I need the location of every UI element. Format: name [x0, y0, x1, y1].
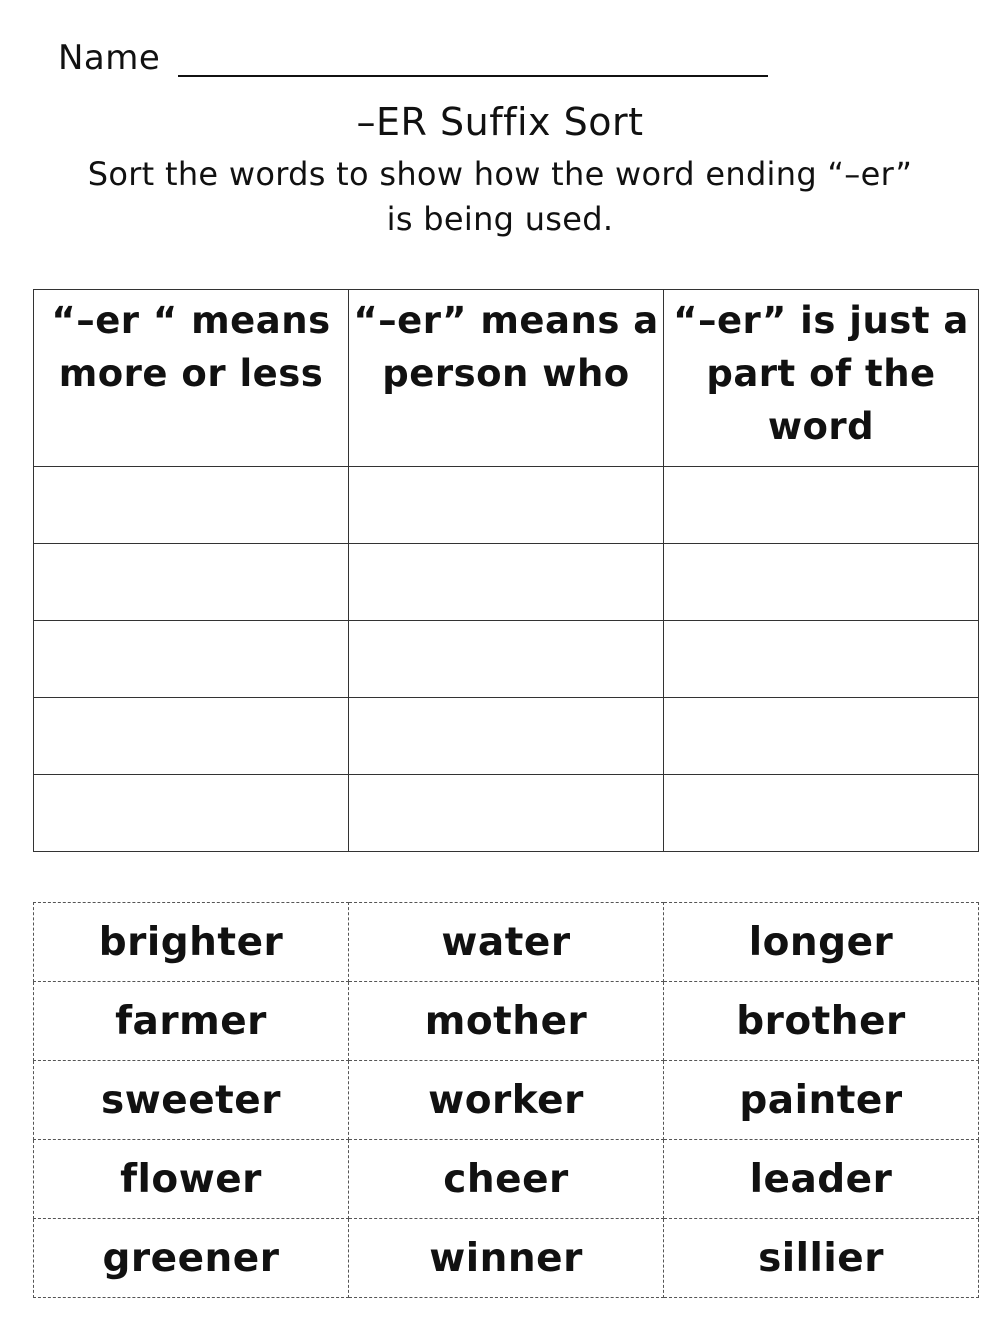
drop-cell[interactable]	[34, 621, 349, 698]
word-card[interactable]: brighter	[34, 903, 349, 982]
name-label: Name	[58, 38, 161, 78]
word-card[interactable]: worker	[349, 1061, 664, 1140]
word-card[interactable]: cheer	[349, 1140, 664, 1219]
drop-cell[interactable]	[664, 467, 979, 544]
instructions: Sort the words to show how the word ending “–er” is being used.	[87, 155, 913, 238]
drop-cell[interactable]	[664, 775, 979, 852]
sort-table	[33, 289, 979, 852]
drop-cell[interactable]	[664, 544, 979, 621]
drop-cell[interactable]	[34, 698, 349, 775]
drop-cell[interactable]	[664, 621, 979, 698]
word-card[interactable]: brother	[664, 982, 979, 1061]
word-card[interactable]: sillier	[664, 1219, 979, 1298]
drop-cell[interactable]	[664, 698, 979, 775]
word-bank-row	[34, 903, 979, 982]
sort-table-header-row	[34, 290, 979, 467]
sort-row	[34, 698, 979, 775]
word-card[interactable]: sweeter	[34, 1061, 349, 1140]
word-bank-row	[34, 1061, 979, 1140]
word-card[interactable]: winner	[349, 1219, 664, 1298]
drop-cell[interactable]	[349, 775, 664, 852]
drop-cell[interactable]	[349, 467, 664, 544]
column-header-part-of-word: “–er” is just a part of the word	[664, 290, 979, 467]
drop-cell[interactable]	[349, 621, 664, 698]
word-card[interactable]: water	[349, 903, 664, 982]
column-header-more-or-less: “–er “ means more or less	[34, 290, 349, 467]
name-input-line[interactable]	[178, 75, 768, 77]
drop-cell[interactable]	[34, 775, 349, 852]
word-bank	[33, 902, 979, 1298]
drop-cell[interactable]	[34, 544, 349, 621]
drop-cell[interactable]	[349, 544, 664, 621]
sort-row	[34, 621, 979, 698]
word-card[interactable]: painter	[664, 1061, 979, 1140]
word-bank-row	[34, 1140, 979, 1219]
word-card[interactable]: mother	[349, 982, 664, 1061]
column-header-person-who: “–er” means a person who	[349, 290, 664, 467]
word-card[interactable]: flower	[34, 1140, 349, 1219]
word-card[interactable]: longer	[664, 903, 979, 982]
word-card[interactable]: farmer	[34, 982, 349, 1061]
sort-row	[34, 775, 979, 852]
word-card[interactable]: greener	[34, 1219, 349, 1298]
drop-cell[interactable]	[34, 467, 349, 544]
word-card[interactable]: leader	[664, 1140, 979, 1219]
sort-row	[34, 467, 979, 544]
sort-row	[34, 544, 979, 621]
word-bank-row	[34, 982, 979, 1061]
drop-cell[interactable]	[349, 698, 664, 775]
word-bank-row	[34, 1219, 979, 1298]
page-title: –ER Suffix Sort	[356, 100, 644, 144]
